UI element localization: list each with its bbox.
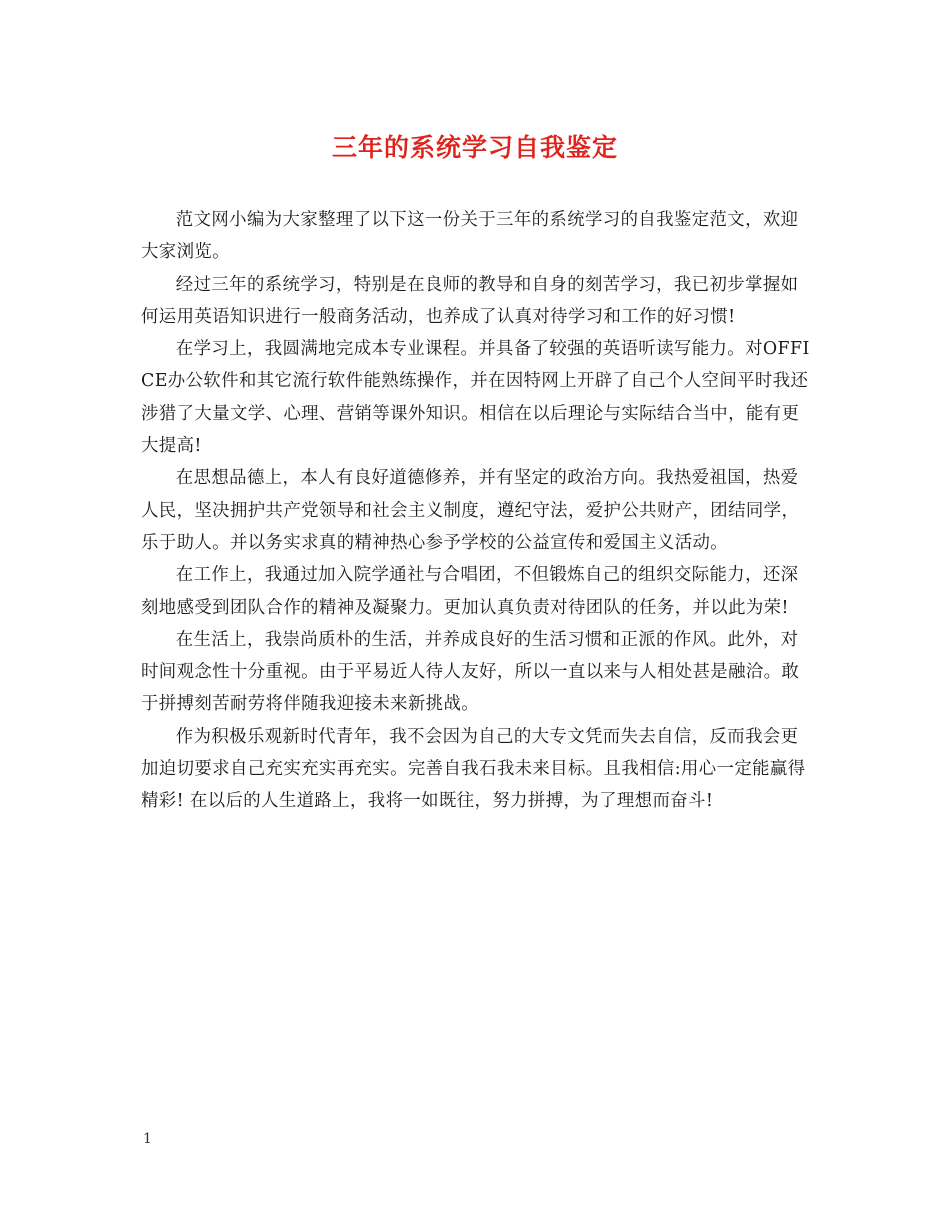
document-title: 三年的系统学习自我鉴定 (331, 133, 618, 162)
paragraph: 作为积极乐观新时代青年，我不会因为自己的大专文凭而失去自信，反而我会更加迫切要求自己充实充实再充实。完善自我石我未来目标。且我相信:用心一定能赢得精彩! 在以后的人生道路上，我将一如既往，努力拼搏，为了理想而奋斗! (141, 726, 806, 812)
paragraph: 在学习上，我圆满地完成本专业课程。并具备了较强的英语听读写能力。对OFFICE办公软件和其它流行软件能熟练操作，并在因特网上开辟了自己个人空间平时我还涉猎了大量文学、心理、营销等课外知识。相信在以后理论与实际结合当中，能有更大提高! (141, 339, 810, 457)
paragraph: 经过三年的系统学习，特别是在良师的教导和自身的刻苦学习，我已初步掌握如何运用英语知识进行一般商务活动，也养成了认真对待学习和工作的好习惯! (141, 274, 799, 327)
paragraph: 在生活上，我崇尚质朴的生活，并养成良好的生活习惯和正派的作风。此外，对时间观念性十分重视。由于平易近人待人友好，所以一直以来与人相处甚是融洽。敢于拼搏刻苦耐劳将伴随我迎接未来新挑战。 (141, 629, 800, 715)
paragraph: 在思想品德上，本人有良好道德修养，并有坚定的政治方向。我热爱祖国，热爱人民，坚决拥护共产党领导和社会主义制度，遵纪守法，爱护公共财产，团结同学，乐于助人。并以务实求真的精神热心参予学校的公益宣传和爱国主义活动。 (141, 468, 800, 553)
page-number: 1 (143, 1131, 152, 1147)
document-body (141, 204, 811, 818)
paragraph: 在工作上，我通过加入院学通社与合唱团，不但锻炼自己的组织交际能力，还深刻地感受到团队合作的精神及凝聚力。更加认真负责对待团队的任务，并以此为荣! (141, 565, 799, 618)
paragraph: 范文网小编为大家整理了以下这一份关于三年的系统学习的自我鉴定范文，欢迎大家浏览。 (141, 210, 799, 263)
